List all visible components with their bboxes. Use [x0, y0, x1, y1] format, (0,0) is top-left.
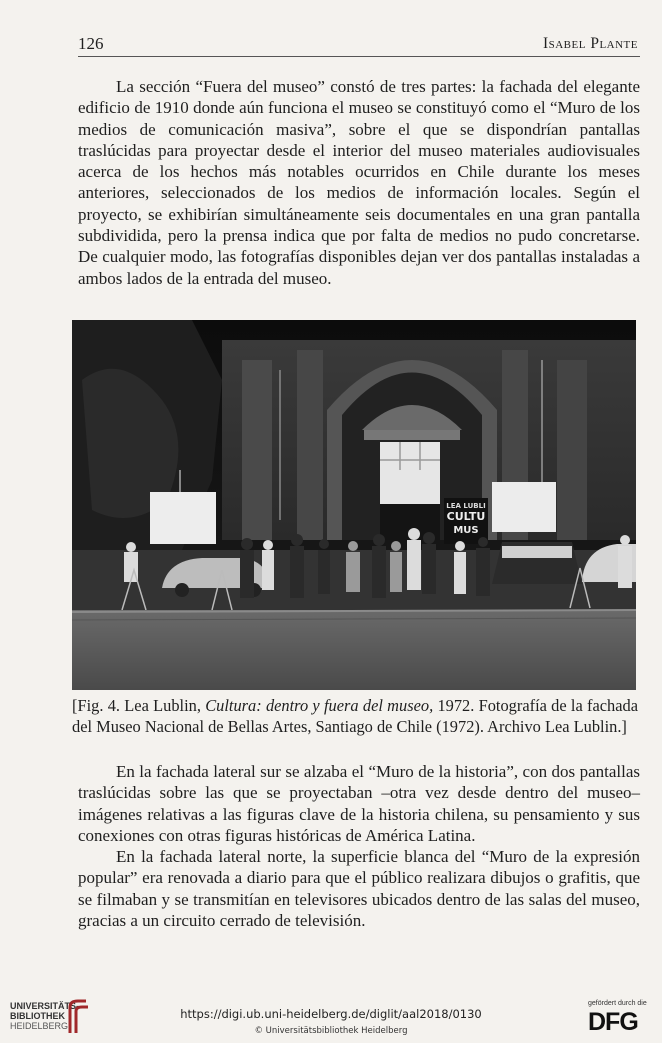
copyright-notice: © Universitätsbibliothek Heidelberg — [254, 1026, 408, 1036]
funding-note: gefördert durch die — [588, 1000, 647, 1007]
sign-line-3: MUS — [453, 525, 479, 536]
figure-caption — [72, 695, 638, 737]
sign-line-2: CULTU — [446, 510, 486, 523]
library-line-1: UNIVERSITÄTS- — [10, 1001, 80, 1011]
body-paragraph-1: La sección “Fuera del museo” constó de tres partes: la fachada del elegante edificio de 1910 donde aún funciona el museo se constituyó como el “Muro de los medios de comunicación masiva”, sobre el que se dispondrían pantallas traslúcidas para proyectar desde el interior del museo materiales audiovisuales acerca de los hechos más notables ocurridos en Chile durante los meses anteriores, seleccionados de los medios de información locales. Según el proyecto, se exhibirían simultáneamente seis documentales en una gran pantalla subdividida, pero la prensa indica que por falta de medios no pudo concretarse. De cualquier modo, las fotografías disponibles dejan ver dos pantallas instaladas a ambos lados de la entrada del museo. — [78, 77, 640, 288]
library-line-3: HEIDELBERG — [10, 1021, 69, 1031]
page-header — [78, 34, 640, 57]
figure-photo — [72, 320, 636, 690]
sign-line-1: LEA LUBLI — [446, 502, 486, 510]
caption-prefix: [Fig. 4. Lea Lublin, — [72, 696, 206, 715]
dfg-logo: DFG — [588, 1008, 638, 1036]
page-number: 126 — [78, 34, 104, 53]
running-head: Isabel Plante — [542, 35, 638, 52]
caption-title: Cultura: dentro y fuera del museo, — [205, 696, 434, 715]
body-paragraph-2: En la fachada lateral sur se alzaba el “Muro de la historia”, con dos pantallas traslúcidas sobre las que se proyectaban –otra vez desde dentro del museo– imágenes relativas a las figuras clave de la historia chilena, su pensamiento y sus conexiones con otras figuras históricas de América Latina. — [78, 762, 640, 845]
library-line-2: BIBLIOTHEK — [10, 1011, 65, 1021]
page-footer — [0, 995, 662, 1043]
caption-rest: 1972. Fotografía de la fachada del Museo Nacional de Bellas Artes, Santiago de Chile (1972). Archivo Lea Lublin.] — [72, 696, 638, 736]
body-paragraph-3: En la fachada lateral norte, la superficie blanca del “Muro de la expresión popular” era renovada a diario para que el público realizara dibujos o grafitis, que se filmaban y se transmitían en televisores ubicados dentro de las salas del museo, gracias a un circuito cerrado de televisión. — [78, 847, 640, 930]
source-url-link[interactable]: https://digi.ub.uni-heidelberg.de/diglit/aal2018/0130 — [180, 1007, 482, 1021]
